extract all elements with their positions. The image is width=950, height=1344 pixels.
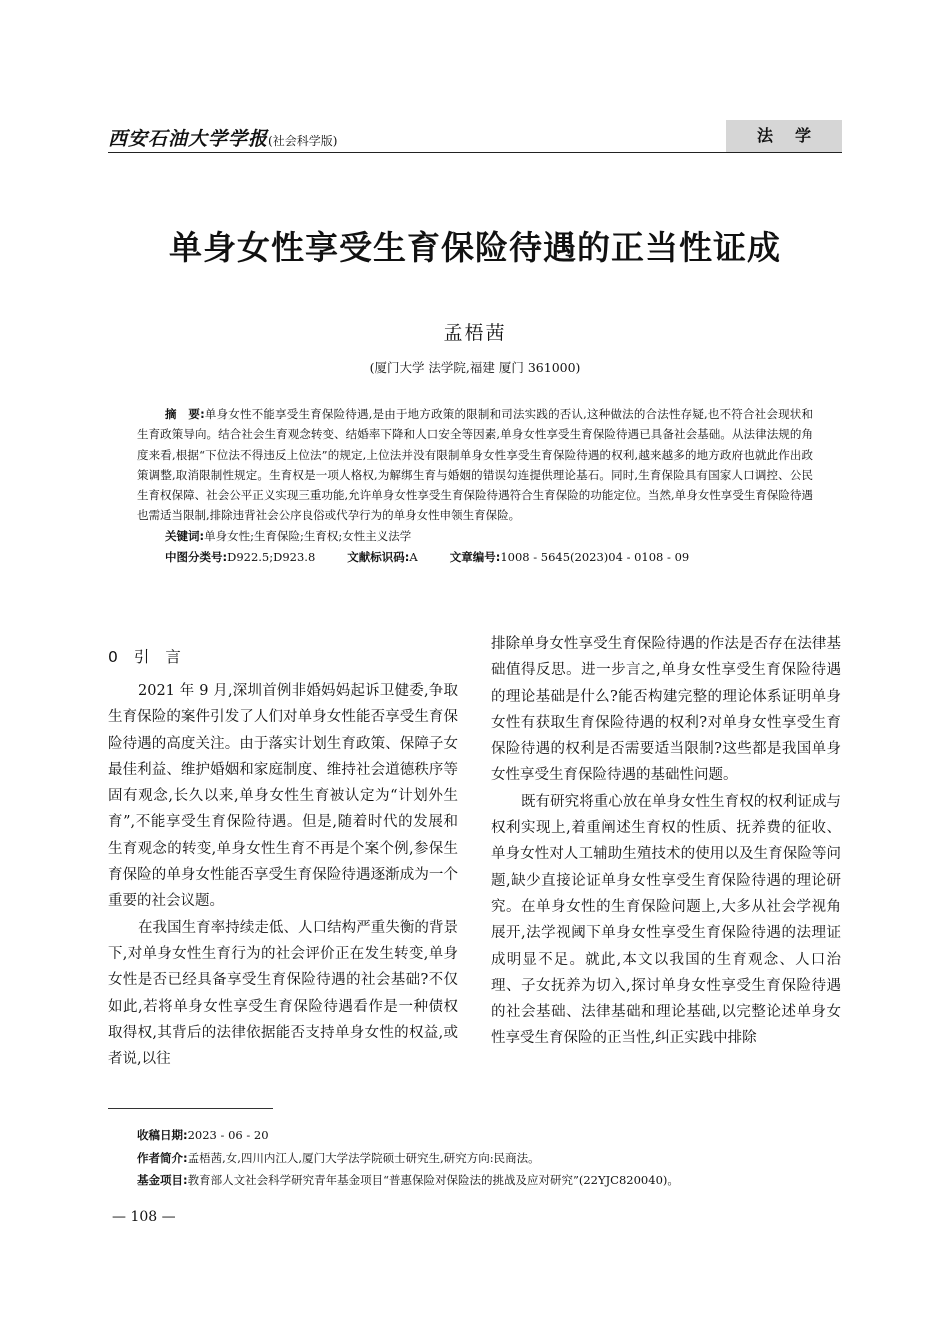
received-value: 2023 - 06 - 20 bbox=[187, 1128, 269, 1142]
journal-subtitle: (社会科学版) bbox=[268, 134, 338, 148]
author-bio-value: 孟梧茜,女,四川内江人,厦门大学法学院硕士研究生,研究方向:民商法。 bbox=[187, 1150, 540, 1165]
running-header bbox=[108, 120, 842, 153]
received-date bbox=[137, 1124, 837, 1147]
author-name: 孟梧茜 bbox=[443, 322, 507, 344]
doc-code-value: A bbox=[409, 549, 418, 564]
fund-label: 基金项目: bbox=[137, 1173, 188, 1187]
left-column bbox=[108, 644, 458, 1072]
article-no-label: 文章编号: bbox=[449, 549, 501, 564]
page-number: — 108 — bbox=[112, 1209, 176, 1225]
footnote-divider bbox=[108, 1108, 273, 1109]
keywords: 单身女性;生育保险;生育权;女性主义法学 bbox=[204, 528, 412, 543]
section-title: 引言 bbox=[133, 648, 197, 666]
author-bio bbox=[137, 1147, 837, 1170]
classification-line bbox=[137, 547, 813, 568]
author-bio-label: 作者简介: bbox=[137, 1150, 188, 1165]
abstract-label: 摘 要: bbox=[165, 407, 205, 421]
clc-label: 中图分类号: bbox=[165, 549, 228, 564]
abstract-text: 单身女性不能享受生育保险待遇,是由于地方政策的限制和司法实践的否认,这种做法的合法性存疑,也不符合社会现状和生育政策导向。结合社会生育观念转变、结婚率下降和人口安全等因素,单身女性享受生育保险待遇已具备社会基础。从法律法规的角度来看,根据“下位法不得违反上位法”的规定,上位法并没有限制单身女性享受生育保险待遇的权利,越来越多的地方政府也就此作出政策调整,取消限制性规定。生育权是一项人格权,为解绑生育与婚姻的错误勾连提供理论基石。同时,生育保险具有国家人口调控、公民生育权保障、社会公平正义实现三重功能,允许单身女性享受生育保险待遇符合生育保险的功能定位。当然,单身女性享受生育保险待遇也需适当限制,排除违背社会公序良俗或代孕行为的单身女性申领生育保险。 bbox=[137, 407, 813, 523]
fund-value: 教育部人文社会科学研究青年基金项目“普惠保险对保险法的挑战及应对研究”(22YJC820040)。 bbox=[187, 1173, 679, 1187]
abstract-paragraph bbox=[137, 404, 813, 526]
author-affiliation: (厦门大学 法学院,福建 厦门 361000) bbox=[369, 360, 581, 375]
right-column bbox=[491, 631, 841, 1052]
body-paragraph: 既有研究将重心放在单身女性生育权的权利证成与权利实现上,着重阐述生育权的性质、抚养费的征收、单身女性对人工辅助生殖技术的使用以及生育保险等问题,缺少直接论证单身女性享受生育保险待遇的理论研究。在单身女性的生育保险问题上,大多从社会学视角展开,法学视阈下单身女性享受生育保险待遇的法理证成明显不足。就此,本文以我国的生育观念、人口治理、子女抚养为切入,探讨单身女性享受生育保险待遇的社会基础、法律基础和理论基础,以完整论述单身女性享受生育保险的正当性,纠正实践中排除 bbox=[491, 793, 841, 1047]
section-heading bbox=[108, 644, 458, 670]
section-tag: 法学 bbox=[726, 120, 842, 152]
keywords-label: 关键词: bbox=[165, 528, 205, 543]
article-no-value: 1008 - 5645(2023)04 - 0108 - 09 bbox=[500, 549, 690, 564]
keywords-line bbox=[137, 526, 813, 547]
journal-name: 西安石油大学学报 bbox=[108, 128, 269, 150]
section-number: 0 bbox=[108, 648, 118, 666]
body-paragraph: 2021 年 9 月,深圳首例非婚妈妈起诉卫健委,争取生育保险的案件引发了人们对单身女性能否享受生育保险待遇的高度关注。由于落实计划生育政策、保障子女最佳利益、维护婚姻和家庭制度、维持社会道德秩序等固有观念,长久以来,单身女性生育被认定为“计划外生育”,不能享受生育保险待遇。但是,随着时代的发展和生育观念的转变,单身女性生育不再是个案个例,参保生育保险的单身女性能否享受生育保险待遇逐渐成为一个重要的社会议题。 bbox=[108, 683, 458, 910]
clc-value: D922.5;D923.8 bbox=[227, 549, 316, 564]
body-paragraph-continued: 排除单身女性享受生育保险待遇的作法是否存在法律基础值得反思。进一步言之,单身女性享受生育保险待遇的理论基础是什么?能否构建完整的理论体系证明单身女性有获取生育保险待遇的权利?对单身女性享受生育保险待遇的权利是否需要适当限制?这些都是我国单身女性享受生育保险待遇的基础性问题。 bbox=[491, 636, 841, 784]
received-label: 收稿日期: bbox=[137, 1128, 188, 1142]
journal-title bbox=[108, 124, 337, 151]
fund-info bbox=[137, 1169, 837, 1192]
doc-code-label: 文献标识码: bbox=[347, 549, 410, 564]
body-paragraph: 在我国生育率持续走低、人口结构严重失衡的背景下,对单身女性生育行为的社会评价正在发生转变,单身女性是否已经具备享受生育保险待遇的社会基础?不仅如此,若将单身女性享受生育保险待遇看作是一种债权取得权,其背后的法律依据能否支持单身女性的权益,或者说,以往 bbox=[108, 919, 458, 1068]
paper-title: 单身女性享受生育保险待遇的正当性证成 bbox=[169, 228, 781, 267]
footnotes bbox=[137, 1124, 837, 1192]
abstract-block bbox=[137, 404, 813, 568]
